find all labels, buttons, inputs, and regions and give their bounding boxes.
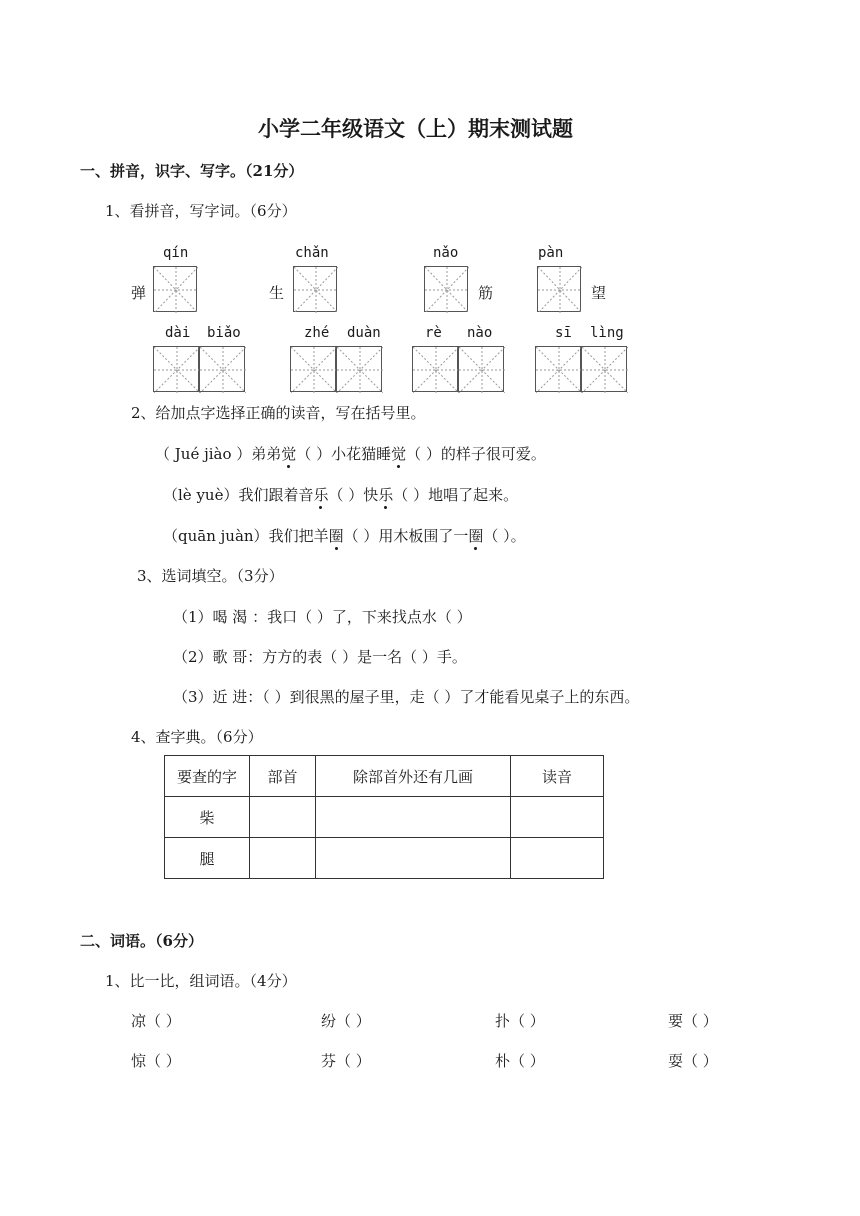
table-cell[interactable] [250, 797, 316, 838]
table-header: 要查的字 [165, 756, 250, 797]
pinyin-options: （ Jué jiào ） [155, 445, 252, 463]
dotted-char: 圈 [328, 527, 344, 545]
table-cell[interactable] [511, 797, 604, 838]
s2-q1-label: 1、比一比，组词语。（4分） [105, 972, 297, 990]
table-cell[interactable] [316, 838, 511, 879]
word-compare-item: 要（ ） [668, 1012, 718, 1030]
writing-grid-cell[interactable] [153, 346, 199, 392]
section-2-heading: 二、词语。（6分） [80, 932, 203, 950]
q2-line-1 [155, 445, 546, 463]
pinyin: sī [555, 325, 572, 341]
word-compare-item: 凉（ ） [131, 1012, 181, 1030]
writing-grid-cell[interactable] [290, 346, 336, 392]
sentence-part: 弟弟 [251, 445, 282, 463]
pinyin: lìng [590, 325, 624, 341]
word-compare-item: 芬（ ） [321, 1052, 371, 1070]
sentence-part: （ ）用木板围了一 [343, 527, 469, 545]
writing-grid-cell[interactable] [537, 266, 581, 312]
q3-item: （1）喝 渴 ：我口（ ）了，下来找点水（ ） [173, 608, 472, 626]
word-compare-item: 纷（ ） [321, 1012, 371, 1030]
q2-line-3 [163, 527, 526, 545]
dictionary-table [164, 755, 604, 879]
q3-item: （2）歌 哥：方方的表（ ）是一名（ ）手。 [173, 648, 467, 666]
table-row [165, 797, 604, 838]
table-cell[interactable] [316, 797, 511, 838]
q2-line-2 [163, 486, 518, 504]
writing-grid-cell[interactable] [153, 266, 197, 312]
table-row [165, 838, 604, 879]
q4-label: 4、查字典。（6分） [131, 728, 263, 746]
table-header-row [165, 756, 604, 797]
table-header: 除部首外还有几画 [316, 756, 511, 797]
pinyin: nǎo [433, 245, 459, 261]
sentence-part: （ ）。 [483, 527, 526, 545]
q3-item: （3）近 进：（ ）到很黑的屋子里，走（ ）了才能看见桌子上的东西。 [173, 688, 640, 706]
word-compare-item: 扑（ ） [495, 1012, 545, 1030]
sentence-part: 我们把羊 [268, 527, 329, 545]
dotted-char: 觉 [391, 445, 407, 463]
q1-label: 1、看拼音，写字词。（6分） [105, 202, 297, 220]
char-before: 生 [269, 284, 285, 302]
char-after: 筋 [478, 284, 494, 302]
pinyin: chǎn [295, 245, 329, 261]
writing-grid-cell[interactable] [458, 346, 504, 392]
pinyin: biǎo [207, 325, 241, 341]
pinyin: duàn [347, 325, 381, 341]
dotted-char: 乐 [378, 486, 394, 504]
table-header: 部首 [250, 756, 316, 797]
table-cell[interactable] [250, 838, 316, 879]
table-cell: 腿 [165, 838, 250, 879]
dotted-char: 觉 [281, 445, 297, 463]
pinyin: qín [163, 245, 189, 261]
sentence-part: （ ）快 [328, 486, 379, 504]
pinyin: pàn [538, 245, 564, 261]
char-before: 弹 [131, 284, 147, 302]
pinyin: dài [165, 325, 191, 341]
pinyin: rè [425, 325, 442, 341]
word-compare-item: 朴（ ） [495, 1052, 545, 1070]
writing-grid-cell[interactable] [199, 346, 245, 392]
pinyin: nào [467, 325, 493, 341]
q3-label: 3、选词填空。（3分） [137, 567, 284, 585]
page-title: 小学二年级语文（上）期末测试题 [258, 116, 573, 141]
table-cell[interactable] [511, 838, 604, 879]
pinyin-options: （lè yuè） [163, 486, 239, 504]
writing-grid-cell[interactable] [581, 346, 627, 392]
sentence-part: （ ）地唱了起来。 [393, 486, 519, 504]
dotted-char: 圈 [468, 527, 484, 545]
q2-label: 2、给加点字选择正确的读音，写在括号里。 [131, 404, 426, 422]
writing-grid-cell[interactable] [293, 266, 337, 312]
word-compare-item: 耍（ ） [668, 1052, 718, 1070]
dotted-char: 乐 [313, 486, 329, 504]
writing-grid-cell[interactable] [336, 346, 382, 392]
section-1-heading: 一、拼音，识字、写字。（21分） [80, 162, 304, 180]
writing-grid-cell[interactable] [535, 346, 581, 392]
word-compare-item: 惊（ ） [131, 1052, 181, 1070]
table-header: 读音 [511, 756, 604, 797]
sentence-part: 我们跟着音 [238, 486, 314, 504]
char-after: 望 [591, 284, 607, 302]
pinyin-options: （quān juàn） [163, 527, 269, 545]
sentence-part: （ ）小花猫睡 [296, 445, 392, 463]
writing-grid-cell[interactable] [424, 266, 468, 312]
sentence-part: （ ）的样子很可爱。 [406, 445, 546, 463]
pinyin: zhé [304, 325, 330, 341]
writing-grid-cell[interactable] [412, 346, 458, 392]
table-cell: 柴 [165, 797, 250, 838]
